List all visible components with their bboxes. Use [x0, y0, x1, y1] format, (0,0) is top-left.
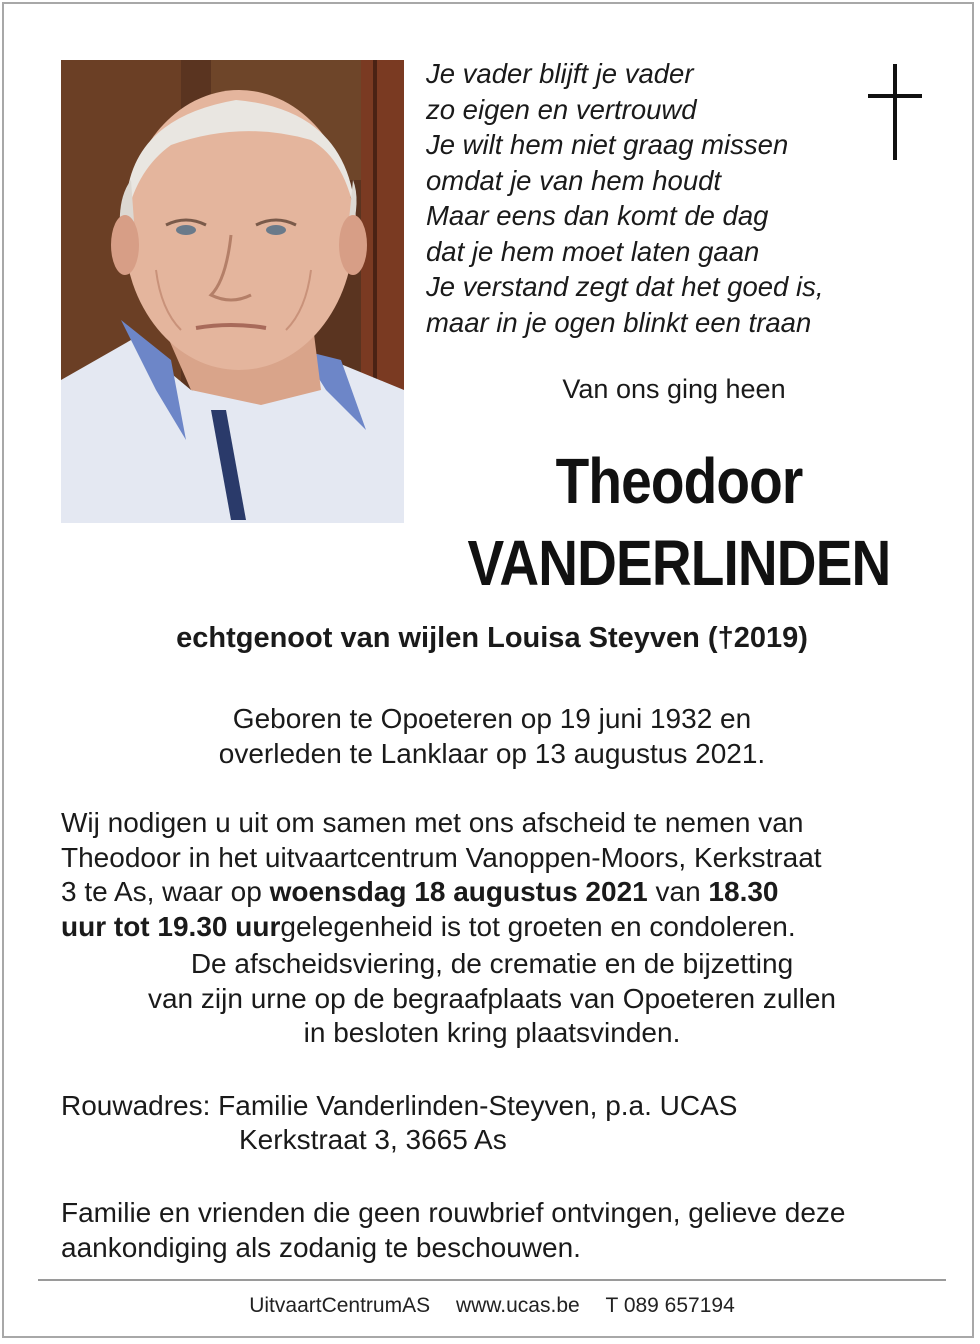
notice-line: aankondiging als zodanig te beschouwen. [61, 1231, 581, 1263]
notice-line: Familie en vrienden die geen rouwbrief ontvingen, gelieve deze [61, 1197, 846, 1228]
spouse-line: echtgenoot van wijlen Louisa Steyven (†2019) [176, 622, 808, 654]
footer-website[interactable]: www.ucas.be [455, 1294, 580, 1317]
visitation-date: woensdag 18 augustus 2021 [269, 876, 648, 907]
birth-line: Geboren te Opoeteren op 19 juni 1932 en [232, 703, 752, 734]
poem-line: dat je hem moet laten gaan [426, 235, 760, 267]
last-name: VANDERLINDEN [467, 527, 891, 599]
birth-death-paragraph [4, 702, 974, 771]
invitation-line [61, 875, 951, 910]
invitation-text: gelegenheid is tot groeten en condoleren. [280, 910, 796, 942]
obituary-card [2, 2, 974, 1338]
footer-phone: T 089 657194 [605, 1294, 735, 1317]
first-name: Theodoor [555, 445, 803, 517]
visitation-time-range: uur tot 19.30 uur [61, 910, 281, 942]
invitation-line: Theodoor in het uitvaartcentrum Vanoppen-Moors, Kerkstraat [61, 841, 822, 873]
ceremony-line: De afscheidsviering, de crematie en de bijzetting [190, 948, 794, 979]
divider [38, 1279, 946, 1281]
visitation-time-start: 18.30 [708, 876, 779, 907]
ceremony-paragraph [4, 947, 974, 1051]
notice-paragraph [61, 1196, 951, 1265]
poem-line: Je vader blijft je vader [426, 58, 694, 89]
invitation-line: Wij nodigen u uit om samen met ons afscheid te nemen van [61, 807, 804, 838]
poem-line: Je verstand zegt dat het goed is, [426, 271, 824, 302]
ceremony-line: van zijn urne op de begraafplaats van Opoeteren zullen [147, 982, 837, 1014]
footer-company: UitvaartCentrumAS [249, 1294, 431, 1317]
invitation-text: van [647, 876, 709, 907]
invitation-text: 3 te As, waar op [61, 876, 270, 907]
intro-text: Van ons ging heen [562, 374, 786, 404]
poem-line: Maar eens dan komt de dag [426, 200, 769, 231]
address-line: Rouwadres: Familie Vanderlinden-Steyven, p.a. UCAS [61, 1090, 738, 1121]
poem-line: zo eigen en vertrouwd [426, 93, 697, 125]
portrait-photo [61, 60, 404, 523]
footer [4, 1294, 974, 1318]
invitation-line [61, 910, 951, 945]
ceremony-line: in besloten kring plaatsvinden. [303, 1017, 681, 1048]
address-street: Kerkstraat 3, 3665 As [239, 1124, 507, 1155]
poem-line: Je wilt hem niet graag missen [426, 129, 789, 160]
death-line: overleden te Lanklaar op 13 augustus 2021. [218, 737, 766, 769]
poem [426, 56, 866, 340]
poem-line: maar in je ogen blinkt een traan [426, 306, 812, 338]
poem-line: omdat je van hem houdt [426, 164, 722, 196]
cross-icon [866, 64, 926, 164]
invitation-paragraph [61, 806, 951, 944]
